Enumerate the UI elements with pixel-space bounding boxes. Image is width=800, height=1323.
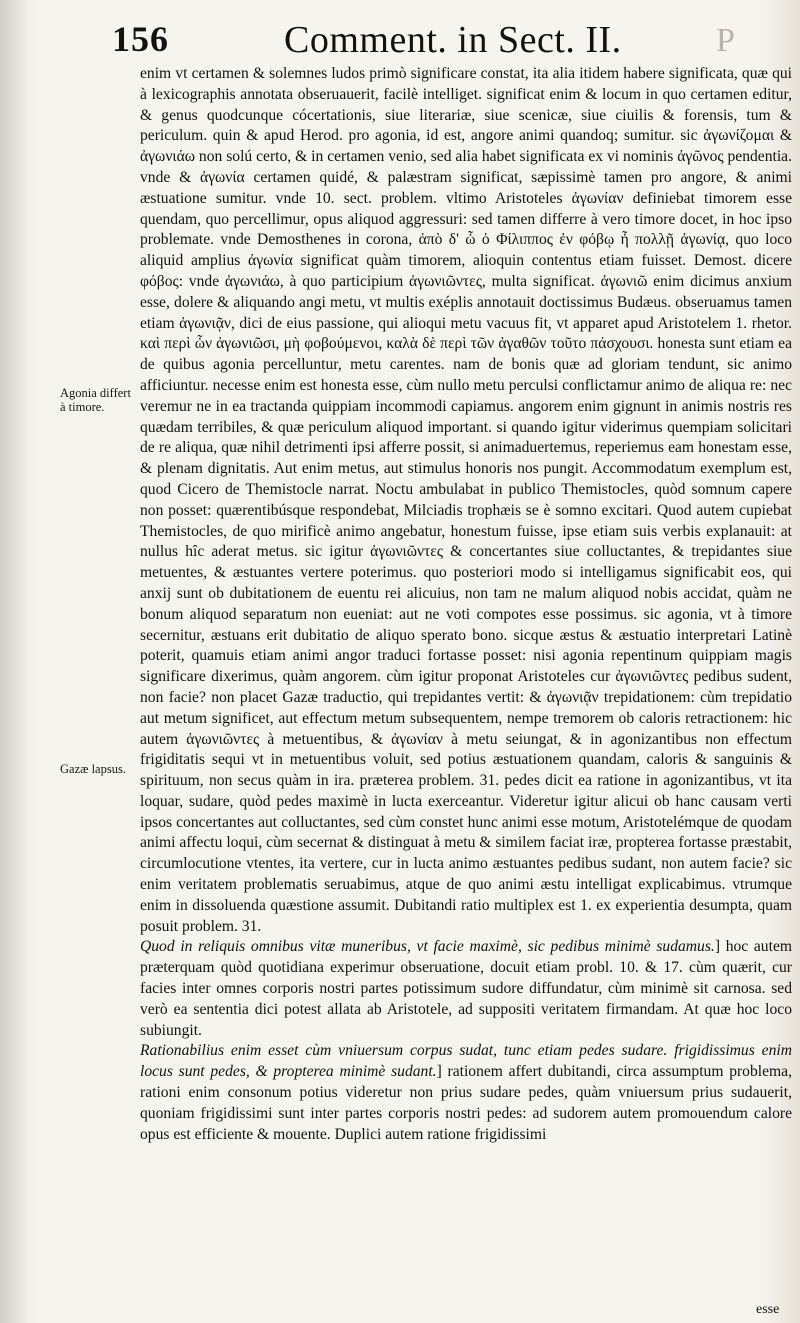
lemma-quote-2: Rationabilius enim esset cùm vniuersum corpus sudat, tunc etiam pedes sudare. frigidissimus enim locus sunt pedes, & propterea minimè sudant. (140, 1042, 792, 1081)
bleed-through-letter: P (716, 22, 735, 59)
margin-note-gaza: Gazæ lapsus. (60, 762, 126, 776)
margin-note-agonia: Agonia differt à timore. (60, 386, 131, 414)
lemma-paragraph-2 (140, 1041, 792, 1145)
page-header (112, 14, 792, 60)
commentary-1: ] hoc autem præterquam quòd quotidiana experimur obseruatione, docuit etiam probl. 10. & 17. cùm quærit, cur facies inter omnes corporis nostri partes potissimum sudore diffundatur, cùm minimè sit carnosa. sed verò ea sententia dici potest allata ab Aristotele, ad suppositi veritatem firmandam. At quæ hoc loco subiungit. (140, 938, 792, 1039)
page-number: 156 (112, 19, 169, 59)
body-text (140, 64, 792, 1145)
gutter-shadow (0, 0, 30, 1323)
lemma-quote-1: Quod in reliquis omnibus vitæ muneribus, vt facie maximè, sic pedibus minimè sudamus. (140, 938, 715, 956)
catchword: esse (756, 1302, 780, 1317)
main-paragraph: enim vt certamen & solemnes ludos primò significare constat, ita alia itidem habere significata, quæ qui à lexicographis annotata obseruauerit, facilè intelliget. significat enim & locum in quo certamen editur, & genus quodcunque cócertationis, siue literariæ, siue scenicæ, siue ciuilis & forensis, tum & periculum. quin & apud Herod. pro agonia, id est, angore animi quandoq; sumitur. sic ἀγωνίζομαι & ἀγωνιάω non solú certo, & in certamen venio, sed alia habet significata ex vi nominis ἀγῶνος pendentia. vnde & ἀγωνία certamen quidé, & palæstram significat, sæpissimè tamen pro angore, & animi æstuatione sumitur. vnde 10. sect. problem. vltimo Aristoteles ἀγωνίαν definiebat timorem esse quendam, quo percellimur, opus aliquod aggressuri: sed tamen differre à vero timore docet, in hoc ipso problemate. vnde Demosthenes in corona, ἀπὸ δ' ὦ ὁ Φίλιππος ἐν φόβῳ ἦ πολλῇ ἀγωνίᾳ, quo loco aliquid amplius ἀγωνία significat quàm timorem, alioquin contentus etiam fuisset. Demost. dicere φόβος: vnde ἀγωνιάω, à quo participium ἀγωνιῶντες, multa significat. ἀγωνιῶ enim dicimus anxium esse, dolere & aliquando angi metu, vt multis exéplis annotauit doctissimus Budæus. obseruamus tamen etiam ἀγωνιᾷν, dici de eius passione, qui alioqui metu vacuus fit, vt apparet apud Aristotelem 1. rhetor. καὶ περὶ ὧν ἀγωνιῶσι, μὴ φοβούμενοι, καλὰ δὲ περὶ τῶν ἀγαθῶν τοῦτο πάσχουσι. honesta sunt etiam ea de quibus agonia percelluntur, metu carentes. nam de bonis quæ ad gloriam tendunt, sic animo afficiuntur. necesse enim est honesta esse, cùm nullo metu perculsi conflictamur animo de aliqua re: nec veremur ne in ea tractanda quippiam incommodi capiamus. angorem enim gignunt in animis nostris res quædam terribiles, & quæ periculum aliquod important. si quando igitur viderimus quempiam solicitari de re aliqua, quæ nihil detrimenti ipsi afferre possit, si animaduertemus, reperiemus eam honestam esse, & plenam dignitatis. Aut enim metus, aut stimulus honoris nos pungit. Accommodatum exemplum est, quod Cicero de Themistocle narrat. Noctu ambulabat in publico Themistocles, quòd somnum capere non posset: quærentibúsque respondebat, Milciadis trophæis se è somno excitari. Quod autem cupiebat Themistocles, de quo mirificè animo angebatur, honestum fuisse, ipse etiam suis verbis explanauit: at nullus hîc aderat metus. sic igitur ἀγωνιῶντες & concertantes siue colluctantes, & trepidantes siue metuentes, & æstuantes vertere poterimus. quo posteriori modo si intelligamus significabit eos, qui anxij sunt ob dubitationem de euentu rei alicuius, non tam ne malum aliquod nobis accidat, quàm ne bonum aliquod separatum non eueniat: aut ne voti compotes esse possimus. sic agonia, vt à timore secernitur, æstuans erit dubitatio de aliquo sperato bono. sicque æstus & æstuatio interpretari Latinè poterit, quamuis etiam animi angor traduci fortasse posset: nisi agonia repentinum quippiam magis significare dixerimus, quàm angorem. cùm igitur proponat Aristoteles cur ἀγωνιῶντες pedibus sudent, non facie? non placet Gazæ traductio, qui trepidantes vertit: & ἀγωνιᾷν trepidationem: cùm trepidatio aut metum significet, aut effectum metum subsequentem, nempe tremorem ob caloris retractionem: hic autem ἀγωνιῶντες à metuentibus, & ἀγωνίαν à metu seiungat, & in agonizantibus non effectum frigiditatis sequi vt in metuentibus voluit, sed potius æstuationem quandam, caloris & sanguinis & spirituum, non secus quàm in ira. præterea problem. 31. pedes dicit ea ratione in agonizantibus, vt ita loquar, sudare, quòd pedes maximè in lucta exerceantur. Videretur igitur alicui ob hanc causam verti ipsos concertantes aut colluctantes, sed cùm constet hunc animi esse motum, Aristotelémque de quodam animi affectu loqui, cùm secernat & distinguat à metu & similem faciat iræ, propterea fortasse præstabit, circumlocutione vtentes, ita vertere, cur in lucta animo æstuantes pedibus sudant, non autem facie? sic enim veritatem problematis seruabimus, atque de quo animi æstu intelligat explicabimus. vtrumque enim in dissoluenda quæstione assumit. Dubitandi ratio multiplex est 1. ex experientia desumpta, quam posuit problem. 31. (140, 65, 792, 935)
lemma-paragraph-1 (140, 937, 792, 1041)
commentary-2: ] rationem affert dubitandi, circa assumptum problema, rationi enim consonum potius videretur non prius sudare pedes, quàm vniuersum prius sudauerit, quoniam frigidissimi sunt inter partes corporis nostri pedes: ad sudorem autem promouendum calore opus est efficiente & mouente. Duplici autem ratione frigidissimi (140, 1063, 792, 1143)
running-head: Comment. in Sect. II. (284, 19, 622, 61)
